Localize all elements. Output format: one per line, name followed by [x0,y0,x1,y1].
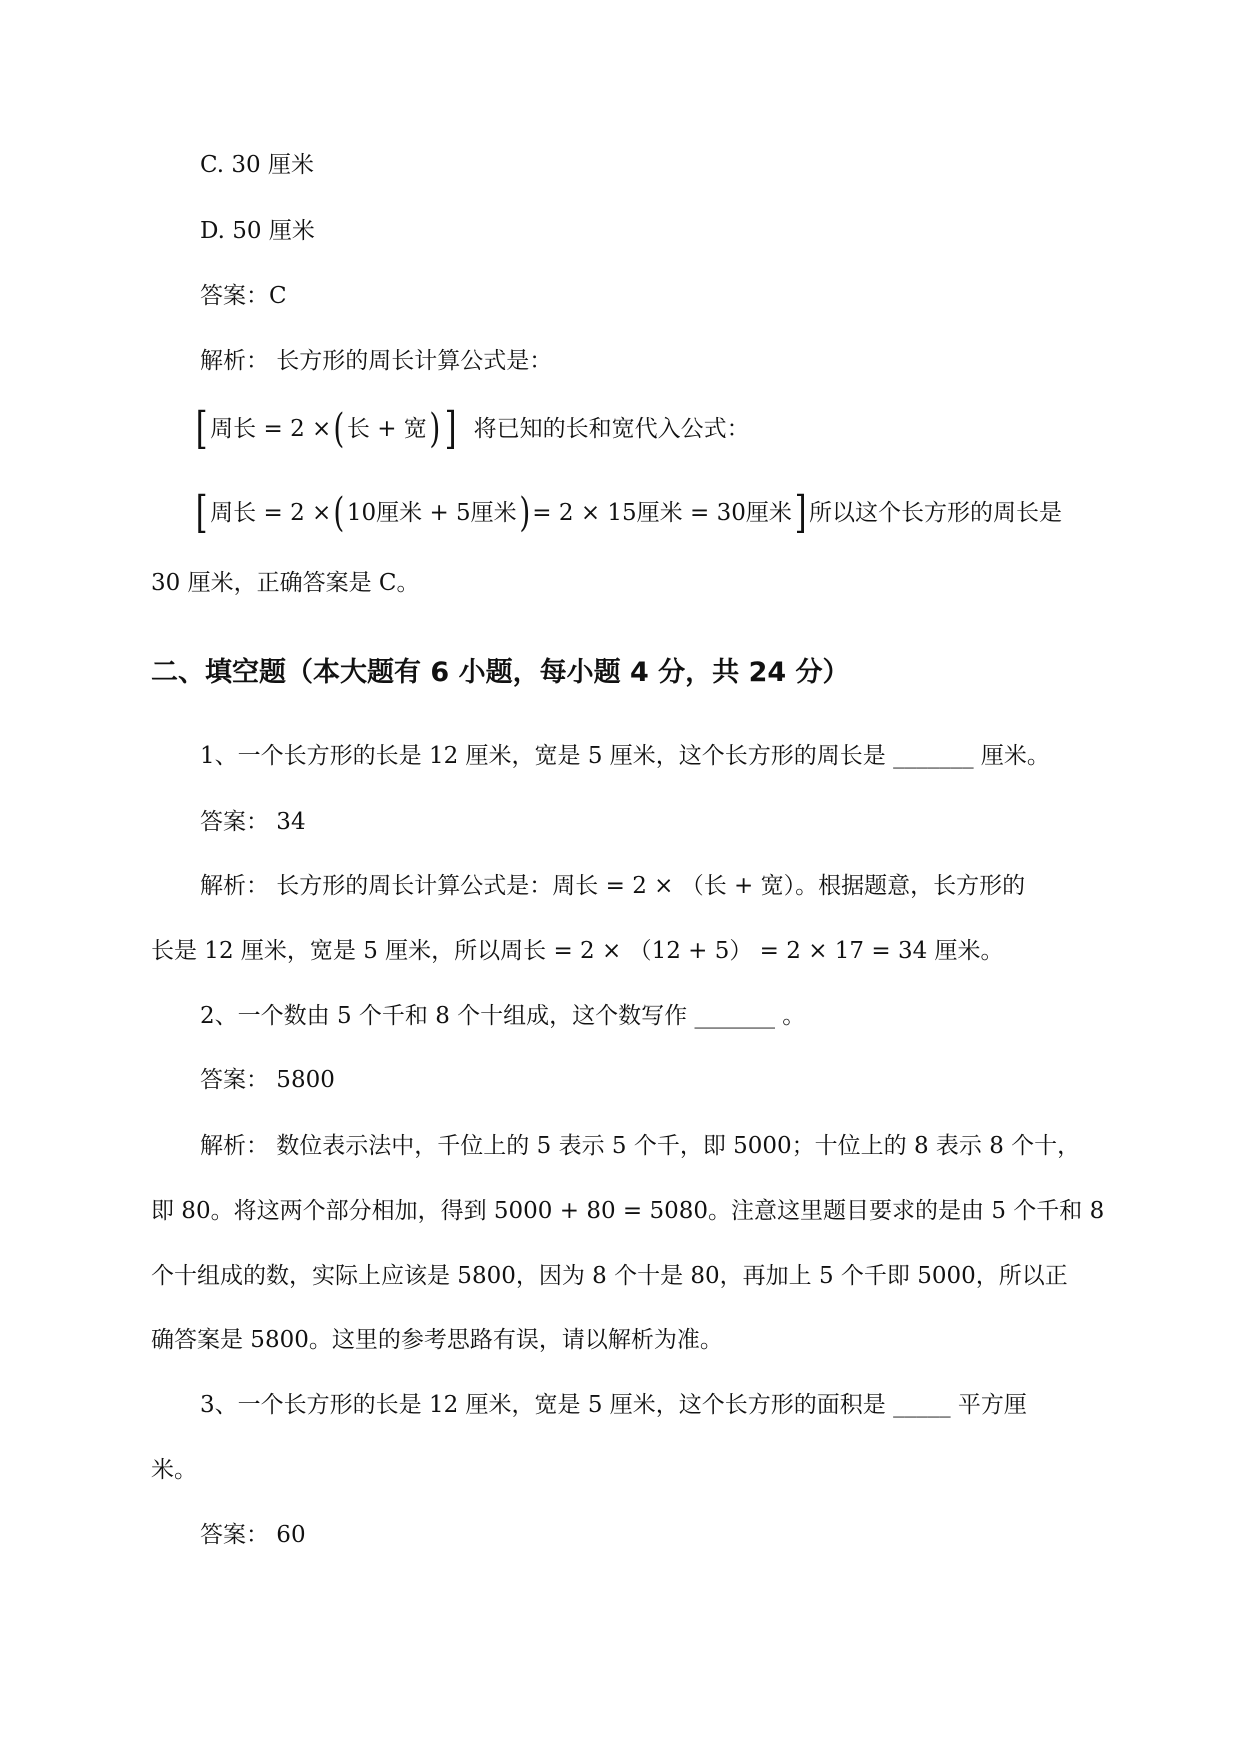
left-bracket: [ [195,403,208,454]
q2-analysis-4: 确答案是 5800。这里的参考思路有误，请以解析为准。 [151,1327,723,1353]
q2-analysis-3: 个十组成的数，实际上应该是 5800，因为 8 个十是 80，再加上 5 个千即 5000，所以正 [151,1263,1068,1289]
right-bracket: ] [794,487,807,538]
section-heading: 二、填空题（本大题有 6 小题，每小题 4 分，共 24 分） [151,657,850,688]
q3-question-1: 3、一个长方形的长是 12 厘米，宽是 5 厘米，这个长方形的面积是 _____ 平方厘 [200,1392,1027,1418]
left-paren: ( [333,406,345,452]
formula2-right: = 2 × 15厘米 = 30厘米 [532,500,792,526]
formula-substitution [193,487,1063,538]
q2-question: 2、一个数由 5 个千和 8 个十组成，这个数写作 _______ 。 [200,1003,806,1029]
formula2-inner: 10厘米 + 5厘米 [346,500,517,526]
q3-answer: 答案： 60 [200,1522,306,1548]
option-d: D. 50 厘米 [200,218,315,244]
formula1-tail: 将已知的长和宽代入公式： [473,416,750,442]
q1-question: 1、一个长方形的长是 12 厘米，宽是 5 厘米，这个长方形的周长是 _______ 厘米。 [200,743,1050,769]
right-bracket: ] [444,403,458,454]
q3-question-2: 米。 [151,1457,197,1483]
formula2-left: 周长 = 2 × [210,500,332,526]
right-paren: ) [429,406,441,452]
formula-perimeter [193,403,750,454]
formula2-tail: 所以这个长方形的周长是 [809,500,1063,526]
q1-analysis-1: 解析： 长方形的周长计算公式是：周长 = 2 × （长 + 宽）。根据题意，长方形的 [200,873,1026,899]
formula1-inner: 长 + 宽 [346,416,427,442]
analysis-prev: 解析： 长方形的周长计算公式是： [200,348,553,374]
answer-prev: 答案：C [200,283,287,309]
q1-answer: 答案： 34 [200,809,306,835]
option-c: C. 30 厘米 [200,152,314,178]
formula1-left: 周长 = 2 × [210,416,332,442]
q1-analysis-2: 长是 12 厘米，宽是 5 厘米，所以周长 = 2 × （12 + 5） = 2 × 17 = 34 厘米。 [151,938,1004,964]
right-paren: ) [519,490,530,536]
left-bracket: [ [195,487,208,538]
q2-answer: 答案： 5800 [200,1067,335,1093]
q2-analysis-2: 即 80。将这两个部分相加，得到 5000 + 80 = 5080。注意这里题目要求的是由 5 个千和 8 [151,1198,1105,1224]
q2-analysis-1: 解析： 数位表示法中，千位上的 5 表示 5 个千，即 5000；十位上的 8 表示 8 个十， [200,1133,1081,1159]
left-paren: ( [333,490,345,536]
conclusion-prev: 30 厘米，正确答案是 C。 [151,570,420,596]
